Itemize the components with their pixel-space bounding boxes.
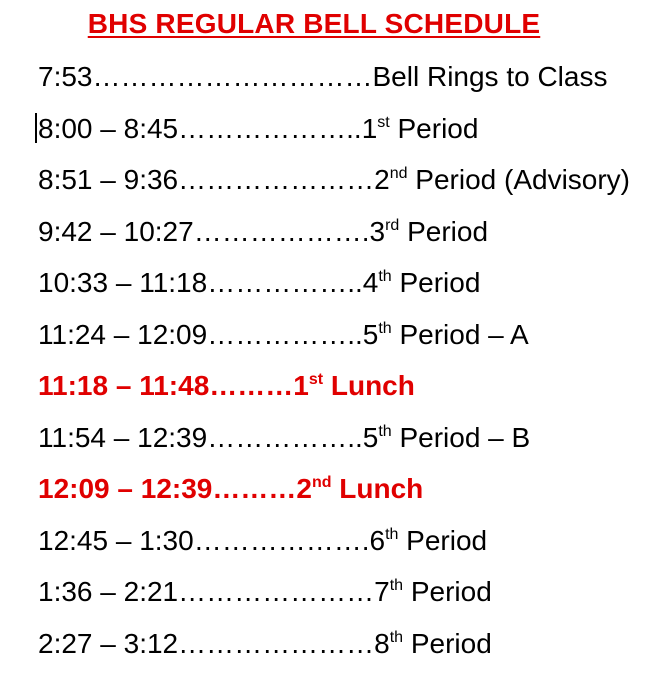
schedule-row-period-6	[38, 521, 643, 573]
schedule-label: 1	[361, 112, 378, 144]
ordinal-suffix: st	[377, 113, 390, 131]
schedule-label-suffix: Period	[403, 627, 492, 659]
schedule-label-suffix: Period	[389, 112, 479, 144]
schedule-label: 5	[362, 318, 379, 350]
schedule-label-suffix: Period	[391, 267, 481, 298]
schedule-time: 10:33 – 11:18	[38, 267, 208, 298]
ordinal-suffix: th	[378, 319, 392, 337]
schedule-row-bell	[38, 57, 643, 109]
dot-leader: …………………	[178, 576, 375, 607]
dot-leader: …………………………	[92, 61, 373, 92]
dot-leader: ………	[212, 473, 297, 504]
dot-leader: ……………..	[207, 318, 363, 350]
schedule-label-suffix: Period	[398, 524, 488, 556]
schedule-label: 6	[369, 524, 386, 556]
schedule-label: 4	[362, 267, 379, 298]
schedule-time: 8:00 – 8:45	[38, 112, 179, 144]
schedule-label-suffix: Period	[399, 215, 489, 247]
ordinal-suffix: th	[389, 577, 404, 594]
schedule-time: 11:54 – 12:39	[38, 421, 208, 453]
schedule-time: 2:27 – 3:12	[38, 627, 179, 659]
schedule-time: 1:36 – 2:21	[38, 576, 179, 607]
schedule-time: 8:51 – 9:36	[38, 164, 179, 195]
schedule-label-suffix: Period – A	[391, 318, 529, 350]
schedule-label: 2	[374, 164, 390, 195]
ordinal-suffix: th	[385, 525, 399, 543]
schedule-time: 7:53	[38, 61, 93, 92]
dot-leader: ……………..	[207, 421, 363, 453]
page-title: BHS REGULAR BELL SCHEDULE	[87, 8, 541, 39]
ordinal-suffix: rd	[385, 216, 400, 234]
dot-leader: ……………….	[193, 215, 370, 247]
schedule-row-period-4	[38, 263, 643, 315]
dot-leader: …………………	[178, 627, 375, 659]
ordinal-suffix: st	[308, 371, 324, 388]
schedule-label: 1	[293, 370, 309, 401]
schedule-label: 8	[374, 627, 390, 659]
schedule-row-period-5a	[38, 315, 643, 367]
schedule-row-period-5b	[38, 418, 643, 470]
ordinal-suffix: th	[378, 268, 392, 285]
schedule-time: 12:09 – 12:39	[38, 473, 213, 504]
ordinal-suffix: th	[389, 628, 404, 646]
dot-leader: ……………..	[207, 267, 363, 298]
schedule-label-suffix: Lunch	[323, 370, 415, 401]
dot-leader: ………	[209, 370, 294, 401]
ordinal-suffix: nd	[389, 165, 408, 182]
schedule-label-suffix: Period	[403, 576, 492, 607]
schedule-label-suffix: Period (Advisory)	[407, 164, 631, 195]
schedule-label: Bell Rings to Class	[372, 61, 608, 92]
schedule-time: 11:18 – 11:48	[38, 370, 210, 401]
dot-leader: …………………	[178, 164, 375, 195]
schedule-row-period-3	[38, 212, 643, 264]
schedule-label-suffix: Period – B	[391, 421, 531, 453]
schedule-label: 5	[362, 421, 379, 453]
schedule-row-period-2	[38, 160, 643, 212]
bell-schedule-list	[38, 57, 643, 675]
schedule-row-period-1	[38, 109, 643, 161]
schedule-row-period-7	[38, 572, 643, 624]
schedule-time: 12:45 – 1:30	[38, 524, 194, 556]
schedule-row-period-8	[38, 624, 643, 676]
schedule-label: 3	[369, 215, 386, 247]
schedule-label: 2	[296, 473, 312, 504]
dot-leader: ……………….	[193, 524, 370, 556]
text-cursor	[35, 113, 37, 143]
schedule-row-lunch-1	[38, 366, 643, 418]
schedule-row-lunch-2	[38, 469, 643, 521]
dot-leader: ………………..	[178, 112, 362, 144]
schedule-time: 9:42 – 10:27	[38, 215, 194, 247]
schedule-label: 7	[374, 576, 390, 607]
ordinal-suffix: nd	[311, 474, 332, 491]
ordinal-suffix: th	[378, 422, 392, 440]
schedule-time: 11:24 – 12:09	[38, 318, 208, 350]
schedule-label-suffix: Lunch	[331, 473, 424, 504]
